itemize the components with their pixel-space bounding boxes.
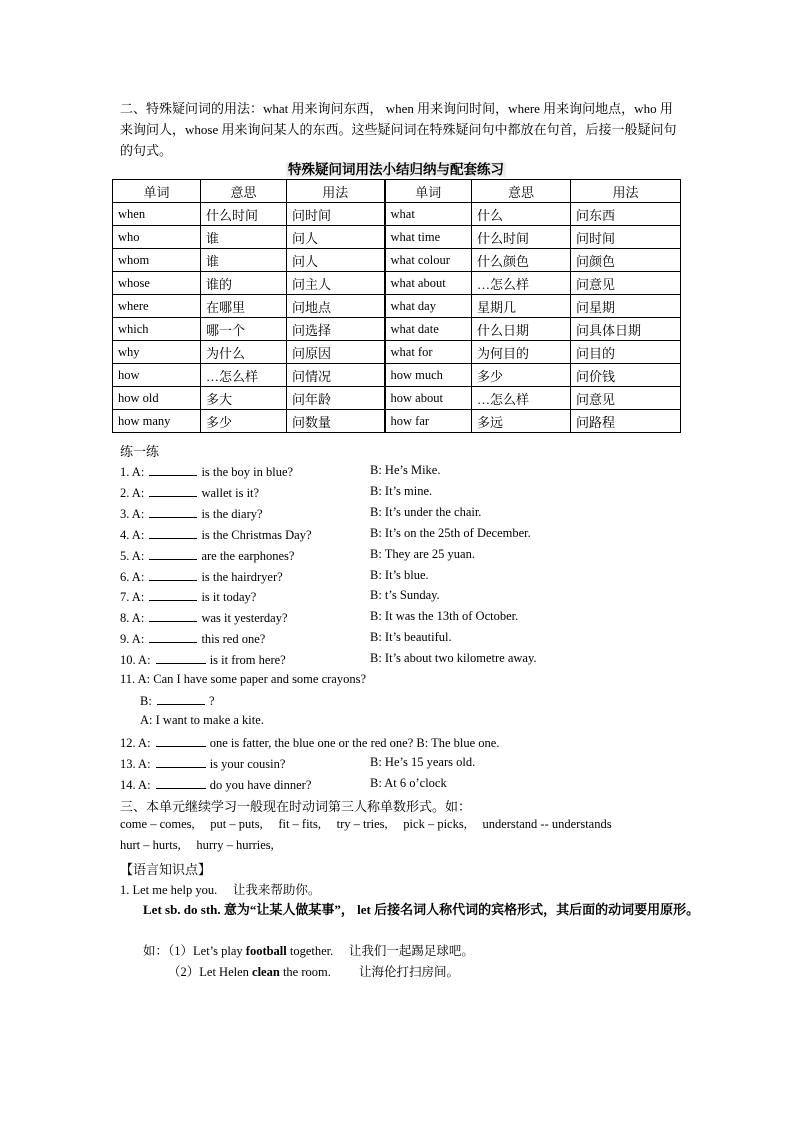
practice-item-14	[120, 776, 447, 793]
table-cell: how about	[385, 387, 472, 410]
item-number: 3. A:	[120, 507, 145, 521]
item-number: 13. A:	[120, 757, 151, 771]
item-number: 14. A:	[120, 778, 151, 792]
table-row	[113, 226, 681, 249]
table-cell: 问年龄	[287, 387, 385, 410]
example-2	[168, 962, 459, 980]
item-number: 4. A:	[120, 528, 145, 542]
answer-blank[interactable]	[156, 651, 206, 664]
item-label: B:	[140, 694, 152, 708]
header-cell: 用法	[571, 180, 681, 203]
table-cell: how many	[113, 410, 201, 433]
item-question: is the boy in blue?	[201, 465, 294, 479]
item-answer: B: It’s under the chair.	[370, 505, 482, 519]
answer-blank[interactable]	[149, 630, 197, 643]
header-cell: 意思	[201, 180, 287, 203]
example-label: （2）	[168, 965, 200, 979]
knowledge-heading: 【语言知识点】	[120, 862, 212, 877]
table-cell: 哪一个	[201, 318, 287, 341]
item-answer: B: He’s 15 years old.	[370, 755, 476, 769]
table-cell: what about	[385, 272, 472, 295]
table-cell: what colour	[385, 249, 472, 272]
table-cell: what date	[385, 318, 472, 341]
table-cell: 问数量	[287, 410, 385, 433]
table-row	[113, 410, 681, 433]
example-1	[143, 941, 474, 959]
table-cell: 问选择	[287, 318, 385, 341]
answer-blank[interactable]	[149, 568, 197, 581]
practice-item-13	[120, 755, 476, 772]
practice-item-11	[120, 672, 366, 687]
item-answer: B: At 6 o’clock	[370, 776, 447, 790]
table-header-row	[113, 180, 681, 203]
table-cell: 问目的	[571, 341, 681, 364]
item-question: this red one?	[201, 632, 266, 646]
table-cell: what time	[385, 226, 472, 249]
table-cell: how far	[385, 410, 472, 433]
practice-heading: 练一练	[120, 444, 160, 459]
practice-item	[120, 505, 482, 522]
item-answer: B: It’s mine.	[370, 484, 433, 498]
item-answer: B: t’s Sunday.	[370, 588, 440, 602]
table-cell: 问主人	[287, 272, 385, 295]
table-cell: 多大	[201, 387, 287, 410]
item-answer: B: He’s Mike.	[370, 463, 441, 477]
answer-blank[interactable]	[149, 505, 197, 518]
table-cell: 问原因	[287, 341, 385, 364]
example-text: together. 让我们一起踢足球吧。	[286, 944, 474, 958]
verb-forms-line-1: come – comes, put – puts, fit – fits, try – tries, pick – picks, understand -- understands	[120, 817, 612, 831]
table-cell: 在哪里	[201, 295, 287, 318]
item-answer: B: It’s about two kilometre away.	[370, 651, 537, 665]
verb-forms-line-2: hurt – hurts, hurry – hurries,	[120, 838, 274, 852]
question-word-table	[112, 179, 681, 433]
table-cell: 谁的	[201, 272, 287, 295]
item-number: 12. A:	[120, 736, 151, 750]
table-cell: 什么颜色	[472, 249, 571, 272]
header-cell: 单词	[385, 180, 472, 203]
item-answer: B: It was the 13th of October.	[370, 609, 519, 623]
table-cell: what	[385, 203, 472, 226]
answer-blank[interactable]	[157, 692, 205, 705]
table-cell: 问时间	[571, 226, 681, 249]
practice-item	[120, 609, 519, 626]
item-answer: B: It’s on the 25th of December.	[370, 526, 531, 540]
example-label: 如：（1）	[143, 944, 194, 958]
header-cell: 意思	[472, 180, 571, 203]
table-cell: how old	[113, 387, 201, 410]
table-cell: where	[113, 295, 201, 318]
practice-item	[120, 651, 537, 668]
practice-item	[120, 484, 433, 501]
table-cell: 什么	[472, 203, 571, 226]
table-cell: 什么时间	[201, 203, 287, 226]
item-question: was it yesterday?	[201, 611, 288, 625]
table-cell: who	[113, 226, 201, 249]
table-title	[112, 158, 680, 178]
answer-blank[interactable]	[149, 484, 197, 497]
header-cell: 单词	[113, 180, 201, 203]
table-cell: 问路程	[571, 410, 681, 433]
item-question: is it from here?	[209, 653, 286, 667]
table-title-text: 特殊疑问词用法小结归纳与配套练习	[288, 162, 504, 177]
item-question: are the earphones?	[201, 549, 295, 563]
item-number: 7. A:	[120, 590, 145, 604]
table-row	[113, 203, 681, 226]
item-number: 9. A:	[120, 632, 145, 646]
table-cell: 什么时间	[472, 226, 571, 249]
table-cell: 为什么	[201, 341, 287, 364]
answer-blank[interactable]	[149, 547, 197, 560]
table-cell: …怎么样	[201, 364, 287, 387]
table-cell: whom	[113, 249, 201, 272]
practice-item-12	[120, 734, 499, 751]
table-cell: 问情况	[287, 364, 385, 387]
table-cell: whose	[113, 272, 201, 295]
table-row	[113, 341, 681, 364]
table-cell: 问颜色	[571, 249, 681, 272]
example-keyword: clean	[252, 965, 280, 979]
answer-blank[interactable]	[156, 734, 206, 747]
item-question: is the hairdryer?	[201, 570, 283, 584]
item-number: 11. A:	[120, 672, 151, 686]
table-cell: 星期几	[472, 295, 571, 318]
practice-item	[120, 547, 475, 564]
item-question: do you have dinner?	[209, 778, 312, 792]
table-row	[113, 295, 681, 318]
practice-item-11-a2: A: I want to make a kite.	[140, 713, 264, 727]
knowledge-point-1: 1. Let me help you. 让我来帮助你。	[120, 883, 321, 897]
practice-item	[120, 526, 531, 543]
table-cell: 问具体日期	[571, 318, 681, 341]
table-cell: 多少	[472, 364, 571, 387]
item-question: one is fatter, the blue one or the red one? B: The blue one.	[209, 736, 500, 750]
table-cell: which	[113, 318, 201, 341]
table-cell: why	[113, 341, 201, 364]
answer-blank[interactable]	[156, 776, 206, 789]
table-row	[113, 249, 681, 272]
item-number: 2. A:	[120, 486, 145, 500]
table-cell: 多少	[201, 410, 287, 433]
table-cell: 谁	[201, 226, 287, 249]
table-cell: 问价钱	[571, 364, 681, 387]
answer-blank[interactable]	[149, 609, 197, 622]
item-question: wallet is it?	[201, 486, 260, 500]
practice-item	[120, 630, 452, 647]
answer-blank[interactable]	[149, 526, 197, 539]
item-number: 1. A:	[120, 465, 145, 479]
example-text: Let’s play	[193, 944, 246, 958]
practice-item-11-b	[140, 692, 215, 709]
item-question: is it today?	[201, 590, 257, 604]
practice-item	[120, 463, 441, 480]
table-cell: 问人	[287, 249, 385, 272]
table-cell: …怎么样	[472, 272, 571, 295]
table-cell: 问人	[287, 226, 385, 249]
answer-blank[interactable]	[156, 755, 206, 768]
table-cell: 多远	[472, 410, 571, 433]
example-text: the room. 让海伦打扫房间。	[279, 965, 459, 979]
item-number: 5. A:	[120, 549, 145, 563]
section3-heading: 三、本单元继续学习一般现在时动词第三人称单数形式。如：	[120, 799, 472, 814]
item-number: 6. A:	[120, 570, 145, 584]
table-cell: 问地点	[287, 295, 385, 318]
example-text: Let Helen	[199, 965, 253, 979]
table-cell: 谁	[201, 249, 287, 272]
header-cell: 用法	[287, 180, 385, 203]
item-question: is the diary?	[201, 507, 263, 521]
practice-item	[120, 568, 429, 585]
item-number: 10. A:	[120, 653, 151, 667]
table-cell: what day	[385, 295, 472, 318]
table-cell: what for	[385, 341, 472, 364]
answer-blank[interactable]	[149, 588, 197, 601]
item-question: is your cousin?	[209, 757, 286, 771]
item-number: 8. A:	[120, 611, 145, 625]
practice-item	[120, 588, 440, 605]
table-cell: 为何目的	[472, 341, 571, 364]
table-cell: 问意见	[571, 272, 681, 295]
item-tail: ?	[208, 694, 215, 708]
table-row	[113, 364, 681, 387]
table-cell: 什么日期	[472, 318, 571, 341]
table-cell: when	[113, 203, 201, 226]
table-row	[113, 318, 681, 341]
table-row	[113, 387, 681, 410]
table-cell: 问时间	[287, 203, 385, 226]
example-keyword: football	[245, 944, 287, 958]
table-cell: …怎么样	[472, 387, 571, 410]
table-cell: 问星期	[571, 295, 681, 318]
table-cell: 问东西	[571, 203, 681, 226]
answer-blank[interactable]	[149, 463, 197, 476]
item-question: is the Christmas Day?	[201, 528, 312, 542]
item-answer: B: It’s blue.	[370, 568, 429, 582]
table-row	[113, 272, 681, 295]
item-answer: B: It’s beautiful.	[370, 630, 452, 644]
item-answer: B: They are 25 yuan.	[370, 547, 475, 561]
table-cell: 问意见	[571, 387, 681, 410]
grammar-rule: Let sb. do sth. 意为“让某人做某事”， let 后接名词人称代词的宾格形式，其后面的动词要用原形。	[143, 902, 700, 917]
item-question: Can I have some paper and some crayons?	[153, 672, 367, 686]
table-cell: how	[113, 364, 201, 387]
intro-paragraph: 二、特殊疑问词的用法：what 用来询问东西， when 用来询问时间，where 用来询问地点，who 用来询问人，whose 用来询问某人的东西。这些疑问词在特殊疑问句中都放在句首，后接一般疑问句的句式。	[120, 101, 677, 158]
table-cell: how much	[385, 364, 472, 387]
